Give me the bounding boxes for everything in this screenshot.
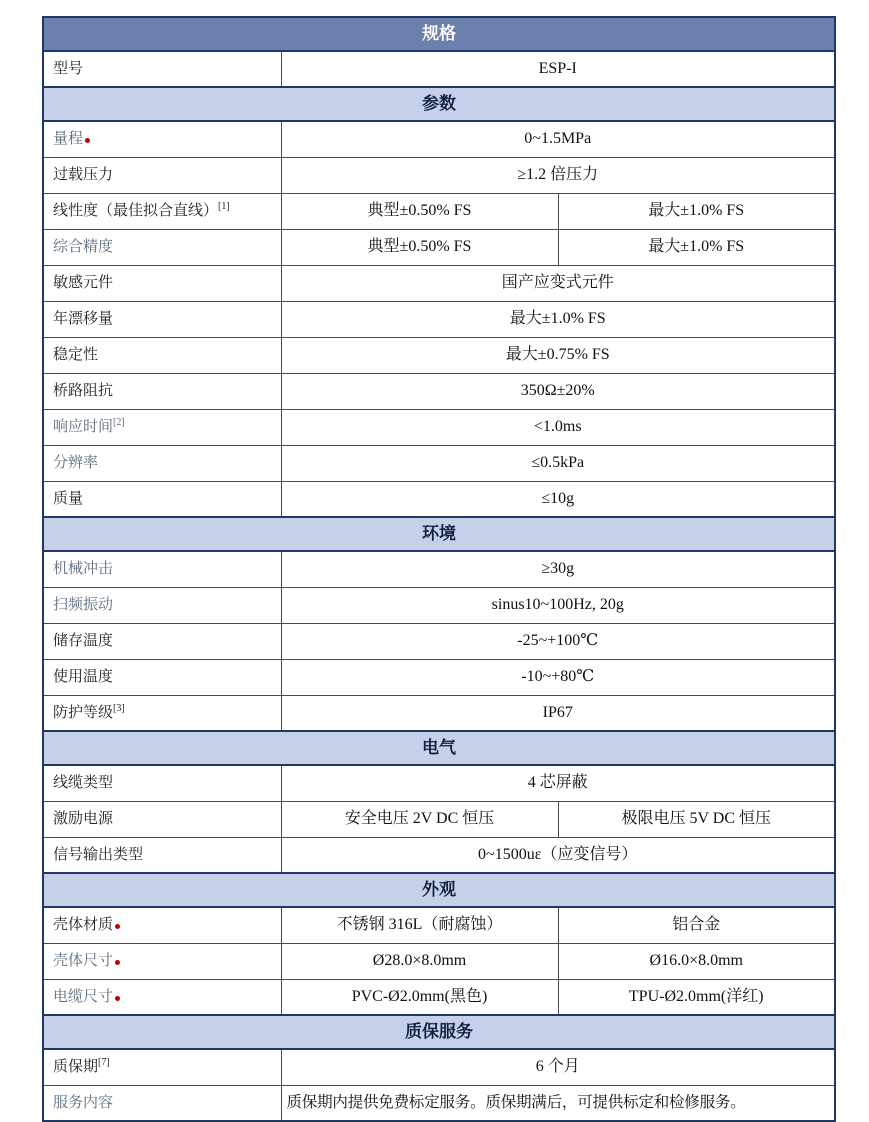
row-label-cell: [43, 445, 281, 481]
row-label: 综合精度: [53, 239, 114, 255]
row-label: 质量: [53, 490, 84, 507]
row-label-cell: [43, 373, 281, 409]
section-title: 外观: [43, 873, 835, 907]
section-title: 电气: [43, 731, 835, 765]
value-cell: -25~+100℃: [281, 623, 835, 659]
table-row: [43, 1085, 835, 1121]
table-row: [43, 551, 835, 587]
row-label: 使用温度: [53, 669, 114, 685]
value-cell: ≥30g: [281, 551, 835, 587]
table-row: [43, 265, 835, 301]
value-cell: TPU-Ø2.0mm(洋红): [558, 979, 835, 1015]
section-header-row: [43, 87, 835, 121]
table-row: [43, 337, 835, 373]
value-cell: 典型±0.50% FS: [281, 193, 558, 229]
table-row: [43, 659, 835, 695]
row-label-cell: [43, 157, 281, 193]
value-cell: 0~1500uε（应变信号）: [281, 837, 835, 873]
red-dot-icon: [115, 960, 120, 965]
value-cell: 铝合金: [558, 907, 835, 943]
value-cell: 典型±0.50% FS: [281, 229, 558, 265]
value-cell: Ø16.0×8.0mm: [558, 943, 835, 979]
red-dot-icon: [115, 996, 120, 1001]
value-cell: ≤0.5kPa: [281, 445, 835, 481]
value-cell: -10~+80℃: [281, 659, 835, 695]
row-label: 储存温度: [53, 633, 114, 649]
spec-table: [42, 16, 836, 1122]
row-label-cell: [43, 695, 281, 731]
table-row: [43, 943, 835, 979]
row-label-cell: [43, 1049, 281, 1085]
section-title: 参数: [43, 87, 835, 121]
value-cell: 最大±1.0% FS: [558, 229, 835, 265]
row-label: 壳体尺寸: [53, 953, 114, 969]
value-cell: PVC-Ø2.0mm(黑色): [281, 979, 558, 1015]
table-row: [43, 373, 835, 409]
table-row: [43, 121, 835, 157]
value-cell: 国产应变式元件: [281, 265, 835, 301]
table-row: [43, 409, 835, 445]
spec-table-body: [43, 17, 835, 1121]
row-label-cell: [43, 51, 281, 87]
row-label: 稳定性: [53, 347, 99, 363]
row-label: 信号输出类型: [53, 846, 144, 863]
table-row: [43, 695, 835, 731]
value-cell: 6 个月: [281, 1049, 835, 1085]
table-row: [43, 229, 835, 265]
row-label-cell: [43, 979, 281, 1015]
table-row: [43, 587, 835, 623]
value-cell: Ø28.0×8.0mm: [281, 943, 558, 979]
row-label: 机械冲击: [53, 561, 114, 578]
value-cell: ≤10g: [281, 481, 835, 517]
row-label: 敏感元件: [53, 275, 114, 291]
table-row: [43, 801, 835, 837]
value-cell: 安全电压 2V DC 恒压: [281, 801, 558, 837]
value-cell: 不锈钢 316L（耐腐蚀）: [281, 907, 558, 943]
row-label: 响应时间: [53, 419, 114, 435]
row-label: 线缆类型: [53, 775, 114, 792]
row-label-cell: [43, 1085, 281, 1121]
row-label: 防护等级: [53, 704, 114, 721]
table-row: [43, 481, 835, 517]
section-title: 质保服务: [43, 1015, 835, 1049]
red-dot-icon: [115, 924, 120, 929]
row-label-cell: [43, 765, 281, 801]
row-label: 量程: [53, 131, 84, 148]
row-label: 分辨率: [53, 455, 99, 471]
row-label-cell: [43, 229, 281, 265]
row-label-cell: [43, 551, 281, 587]
row-label-cell: [43, 481, 281, 517]
row-label-cell: [43, 623, 281, 659]
table-row: [43, 193, 835, 229]
value-cell: sinus10~100Hz, 20g: [281, 587, 835, 623]
row-label-cell: [43, 301, 281, 337]
row-label-cell: [43, 801, 281, 837]
footnote-marker: [1]: [218, 201, 230, 212]
row-label: 年漂移量: [53, 311, 114, 327]
row-label: 扫频振动: [53, 597, 114, 613]
row-label-cell: [43, 193, 281, 229]
table-row: [43, 979, 835, 1015]
value-cell: 4 芯屏蔽: [281, 765, 835, 801]
section-header-row: [43, 731, 835, 765]
row-label-cell: [43, 587, 281, 623]
section-header-row: [43, 17, 835, 51]
row-label-cell: [43, 943, 281, 979]
row-label: 线性度（最佳拟合直线）: [53, 203, 219, 219]
section-header-row: [43, 873, 835, 907]
row-label-cell: [43, 337, 281, 373]
table-row: [43, 907, 835, 943]
value-cell: ESP-I: [281, 51, 835, 87]
row-label: 激励电源: [53, 811, 114, 827]
value-cell: 0~1.5MPa: [281, 121, 835, 157]
row-label: 型号: [53, 61, 84, 77]
value-cell: <1.0ms: [281, 409, 835, 445]
row-label: 过载压力: [53, 167, 114, 183]
table-row: [43, 445, 835, 481]
table-row: [43, 157, 835, 193]
table-row: [43, 623, 835, 659]
row-label: 电缆尺寸: [53, 988, 114, 1005]
row-label: 服务内容: [53, 1094, 114, 1111]
table-row: [43, 1049, 835, 1085]
value-cell: 最大±1.0% FS: [281, 301, 835, 337]
row-label-cell: [43, 837, 281, 873]
value-cell: ≥1.2 倍压力: [281, 157, 835, 193]
table-row: [43, 765, 835, 801]
footnote-marker: [7]: [98, 1057, 110, 1069]
footnote-marker: [3]: [113, 702, 125, 714]
value-cell: 350Ω±20%: [281, 373, 835, 409]
section-header-row: [43, 517, 835, 551]
row-label-cell: [43, 409, 281, 445]
row-label: 桥路阻抗: [53, 383, 114, 399]
table-row: [43, 51, 835, 87]
row-label-cell: [43, 265, 281, 301]
table-row: [43, 837, 835, 873]
row-label-cell: [43, 907, 281, 943]
section-title: 规格: [43, 17, 835, 51]
value-cell: 最大±1.0% FS: [558, 193, 835, 229]
section-title: 环境: [43, 517, 835, 551]
value-cell: IP67: [281, 695, 835, 731]
value-cell: 质保期内提供免费标定服务。质保期满后，可提供标定和检修服务。: [281, 1085, 835, 1121]
row-label: 壳体材质: [53, 917, 114, 934]
footnote-marker: [2]: [113, 417, 125, 428]
value-cell: 极限电压 5V DC 恒压: [558, 801, 835, 837]
red-dot-icon: [85, 138, 90, 143]
row-label-cell: [43, 659, 281, 695]
value-cell: 最大±0.75% FS: [281, 337, 835, 373]
row-label: 质保期: [53, 1059, 99, 1076]
table-row: [43, 301, 835, 337]
row-label-cell: [43, 121, 281, 157]
section-header-row: [43, 1015, 835, 1049]
